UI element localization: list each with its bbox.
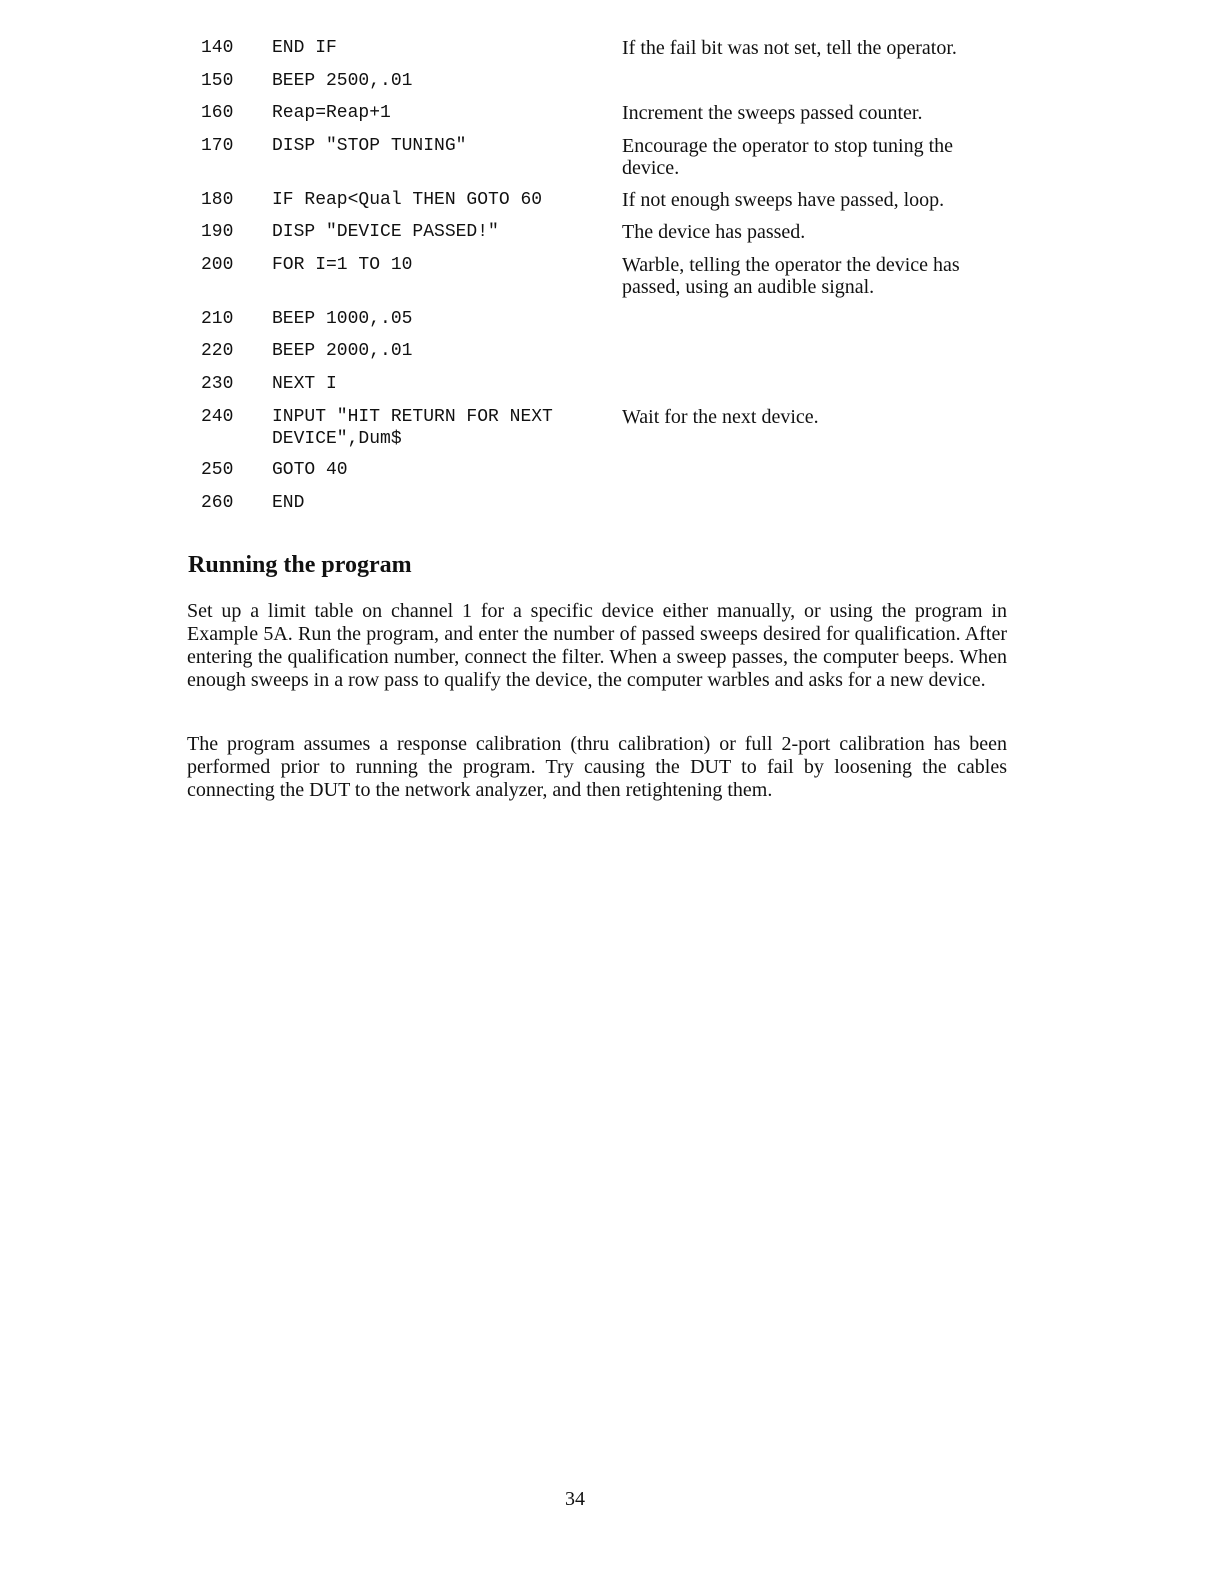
code-statement: FOR I=1 TO 10 xyxy=(272,255,413,275)
line-number: 250 xyxy=(201,460,234,480)
code-statement: DISP "DEVICE PASSED!" xyxy=(272,222,499,242)
line-number: 240 xyxy=(201,407,234,427)
code-statement: END IF xyxy=(272,38,337,58)
body-paragraph: Set up a limit table on channel 1 for a specific device either manually, or using the program in Example 5A. Run the program, and enter the number of passed sweeps desired for qualification. After entering the qualification number, connect the filter. When a sweep passes, the computer beeps. When enough sweeps in a row pass to qualify the device, the computer warbles and asks for a new device. xyxy=(187,600,1007,691)
code-statement: BEEP 2500,.01 xyxy=(272,71,413,91)
body-paragraph: The program assumes a response calibration (thru calibration) or full 2-port calibration has been performed prior to running the program. Try causing the DUT to fail by loosening the cables connecting the DUT to the network analyzer, and then retightening them. xyxy=(187,733,1007,801)
code-comment: Increment the sweeps passed counter. xyxy=(622,102,923,124)
code-statement: BEEP 2000,.01 xyxy=(272,341,413,361)
line-number: 190 xyxy=(201,222,234,242)
code-comment: Warble, telling the operator the device has passed, using an audible signal. xyxy=(622,254,960,298)
line-number: 230 xyxy=(201,374,234,394)
code-statement: END xyxy=(272,493,305,513)
line-number: 260 xyxy=(201,493,234,513)
code-statement: Reap=Reap+1 xyxy=(272,103,391,123)
code-statement: NEXT I xyxy=(272,374,337,394)
code-comment: If not enough sweeps have passed, loop. xyxy=(622,189,945,211)
code-comment: If the fail bit was not set, tell the operator. xyxy=(622,37,957,59)
section-heading: Running the program xyxy=(188,552,412,578)
line-number: 180 xyxy=(201,190,234,210)
code-statement: DISP "STOP TUNING" xyxy=(272,136,467,156)
page-number: 34 xyxy=(565,1488,585,1510)
code-comment: The device has passed. xyxy=(622,221,806,243)
line-number: 170 xyxy=(201,136,234,156)
line-number: 160 xyxy=(201,103,234,123)
code-comment: Wait for the next device. xyxy=(622,406,819,428)
line-number: 220 xyxy=(201,341,234,361)
line-number: 150 xyxy=(201,71,234,91)
line-number: 140 xyxy=(201,38,234,58)
code-statement: GOTO 40 xyxy=(272,460,348,480)
code-statement: IF Reap<Qual THEN GOTO 60 xyxy=(272,190,543,210)
code-comment: Encourage the operator to stop tuning the device. xyxy=(622,135,954,179)
line-number: 210 xyxy=(201,309,234,329)
line-number: 200 xyxy=(201,255,234,275)
code-statement: INPUT "HIT RETURN FOR NEXT DEVICE",Dum$ xyxy=(272,407,564,449)
code-statement: BEEP 1000,.05 xyxy=(272,309,413,329)
